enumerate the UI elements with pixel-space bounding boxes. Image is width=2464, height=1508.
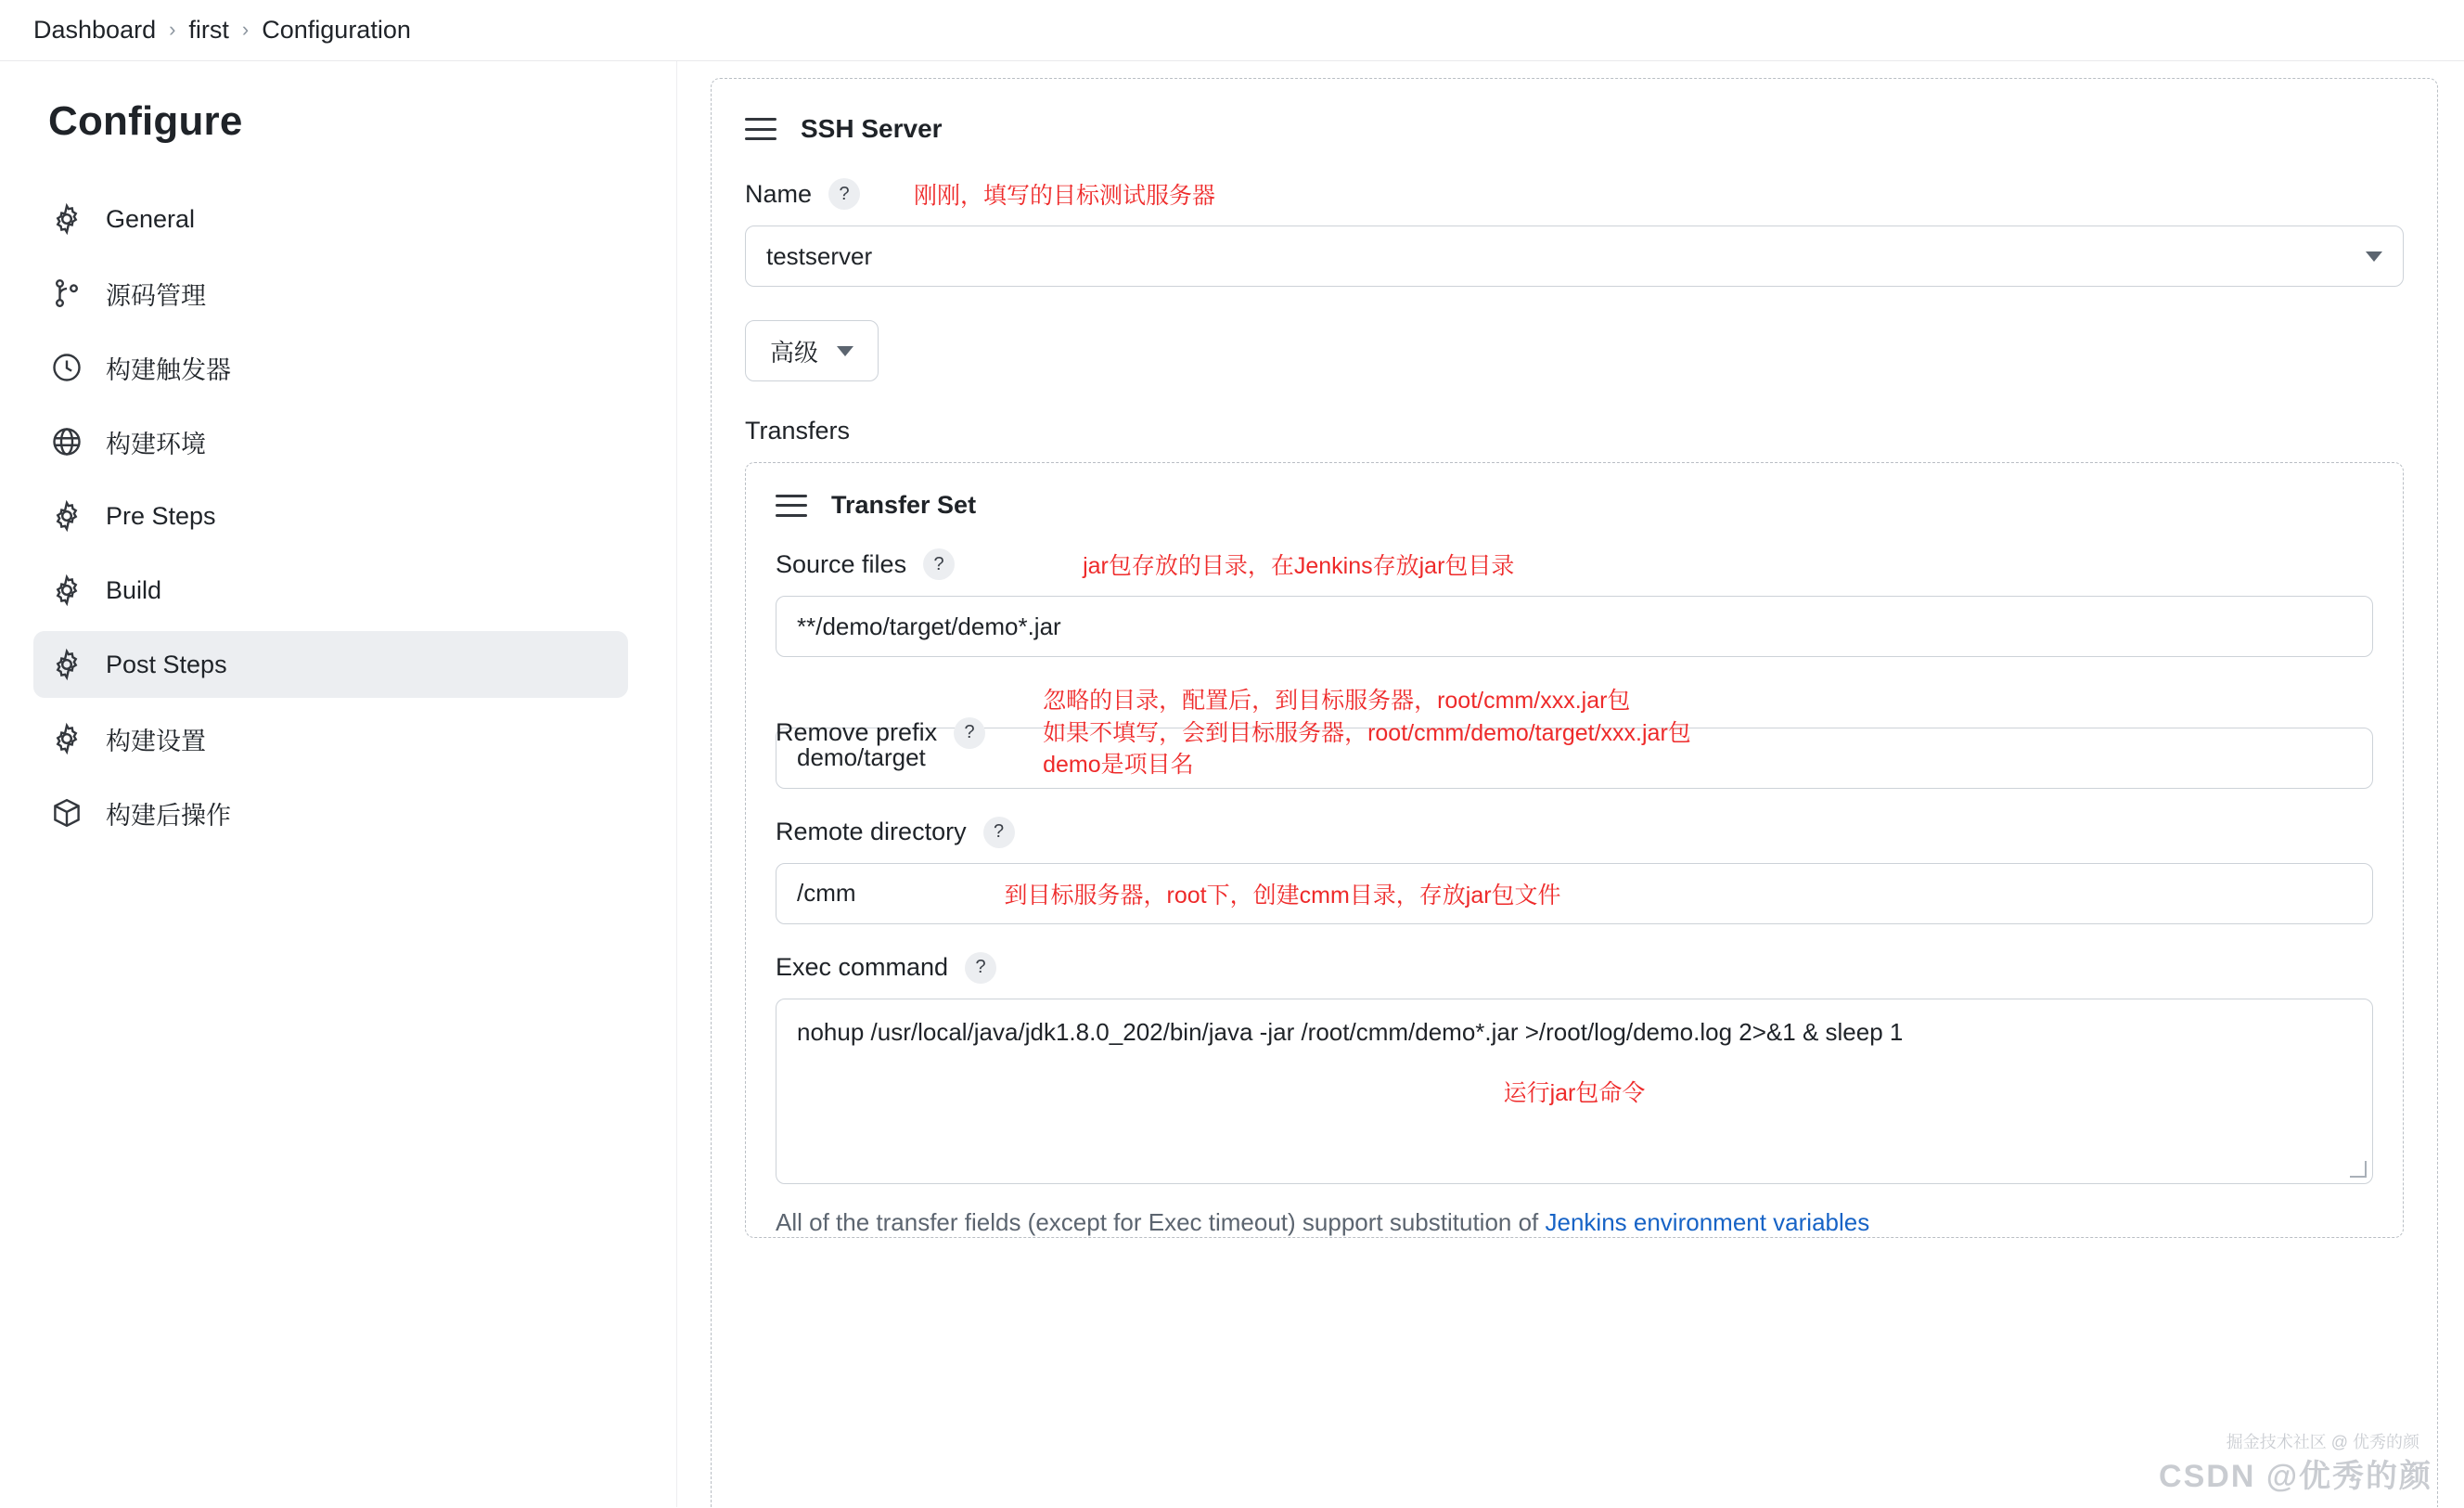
- advanced-label: 高级: [770, 338, 819, 367]
- sidebar-item-label: 构建环境: [106, 430, 206, 458]
- sidebar-item-label: 构建后操作: [106, 801, 231, 830]
- sidebar-item-build-triggers[interactable]: [33, 334, 628, 401]
- name-label: Name: [745, 179, 813, 208]
- resize-handle-icon[interactable]: [2350, 1161, 2367, 1178]
- breadcrumb-separator-icon: ›: [169, 17, 176, 41]
- gear-icon: [50, 648, 83, 681]
- annotation-name: 刚刚，填写的目标测试服务器: [914, 183, 1216, 209]
- gear-icon: [50, 574, 83, 607]
- remote-directory-label-row: [776, 817, 2373, 848]
- annotation-remove-prefix-1: 忽略的目录，配置后，到目标服务器，root/cmm/xxx.jar包: [1043, 688, 1631, 714]
- annotation-exec-command: 运行jar包命令: [1503, 1079, 1646, 1106]
- sidebar-item-label: 构建设置: [106, 727, 206, 755]
- drag-handle-icon[interactable]: [745, 118, 776, 140]
- help-icon[interactable]: ?: [983, 817, 1015, 848]
- gear-icon: [50, 499, 83, 533]
- watermark-small: 掘金技术社区 @ 优秀的颜: [2226, 1433, 2419, 1451]
- remove-prefix-label: Remove prefix: [776, 718, 938, 747]
- globe-icon: [50, 425, 83, 458]
- sidebar-item-label: 源码管理: [106, 281, 206, 310]
- jenkins-env-vars-link[interactable]: Jenkins environment variables: [1545, 1207, 1870, 1236]
- name-label-row: [745, 177, 2404, 211]
- exec-command-value: nohup /usr/local/java/jdk1.8.0_202/bin/java -jar /root/cmm/demo*.jar >/root/log/demo.log 2>&1 & sleep 1: [797, 1017, 1904, 1046]
- breadcrumb-item-first[interactable]: first: [188, 16, 229, 44]
- breadcrumb-item-configuration[interactable]: Configuration: [262, 16, 411, 44]
- help-icon[interactable]: ?: [954, 717, 985, 749]
- chevron-down-icon: [2366, 251, 2382, 262]
- ssh-server-name-value: testserver: [766, 241, 873, 270]
- help-icon[interactable]: ?: [923, 548, 955, 580]
- sidebar-item-build-settings[interactable]: [33, 705, 628, 772]
- transfer-fields-note-text: All of the transfer fields (except for Exec timeout) support substitution of: [776, 1207, 1546, 1236]
- remote-directory-value: /cmm: [797, 879, 856, 907]
- transfer-set-panel: [745, 462, 2404, 1238]
- chevron-down-icon: [837, 346, 853, 356]
- remote-directory-input[interactable]: [776, 863, 2373, 924]
- annotation-source-files: jar包存放的目录，在Jenkins存放jar包目录: [1083, 553, 1515, 579]
- branch-icon: [50, 277, 83, 310]
- source-files-label-row: [776, 548, 2373, 581]
- ssh-server-title: SSH Server: [801, 114, 943, 143]
- remote-directory-label: Remote directory: [776, 818, 967, 845]
- remove-prefix-value: demo/target: [797, 743, 926, 771]
- transfer-fields-note: [776, 1208, 2373, 1237]
- ssh-server-name-select[interactable]: [745, 226, 2404, 287]
- sidebar-item-general[interactable]: [33, 186, 628, 252]
- advanced-button[interactable]: [745, 320, 879, 381]
- sidebar-item-pre-steps[interactable]: [33, 483, 628, 549]
- source-files-label: Source files: [776, 549, 907, 578]
- sidebar-item-build[interactable]: [33, 557, 628, 624]
- sidebar: [0, 61, 677, 1507]
- ssh-server-panel: [711, 78, 2438, 1507]
- drag-handle-icon[interactable]: [776, 495, 807, 517]
- exec-command-textarea[interactable]: [776, 999, 2373, 1184]
- watermark: CSDN @优秀的颜: [2159, 1459, 2432, 1494]
- sidebar-item-label: Post Steps: [106, 650, 227, 678]
- sidebar-item-build-environment[interactable]: [33, 408, 628, 475]
- sidebar-item-label: 构建触发器: [106, 355, 231, 384]
- page-body: [0, 61, 2464, 1507]
- box-icon: [50, 796, 83, 830]
- gear-icon: [50, 722, 83, 755]
- exec-command-label-row: [776, 952, 2373, 984]
- breadcrumb-separator-icon: ›: [241, 17, 250, 41]
- transfer-set-title: Transfer Set: [831, 491, 977, 519]
- clock-icon: [50, 351, 83, 384]
- exec-command-label: Exec command: [776, 953, 949, 981]
- sidebar-item-post-build-actions[interactable]: [33, 780, 628, 846]
- breadcrumb: [0, 0, 2464, 61]
- sidebar-item-post-steps[interactable]: [33, 631, 628, 698]
- page-title: Configure: [48, 98, 243, 144]
- sidebar-item-label: General: [106, 204, 196, 233]
- gear-icon: [50, 202, 83, 236]
- transfer-set-header: [776, 491, 2373, 520]
- annotation-remote-directory: 到目标服务器，root下，创建cmm目录，存放jar包文件: [1004, 882, 1561, 909]
- ssh-server-header: [745, 114, 2404, 144]
- source-files-input[interactable]: [776, 596, 2373, 657]
- main-content: [677, 61, 2464, 1507]
- sidebar-item-label: Build: [106, 575, 162, 604]
- annotation-remove-prefix-3: demo是项目名: [1043, 752, 1194, 778]
- help-icon[interactable]: ?: [828, 178, 860, 210]
- sidebar-item-source-management[interactable]: [33, 260, 628, 327]
- transfers-label: Transfers: [745, 417, 851, 445]
- sidebar-item-label: Pre Steps: [106, 501, 216, 530]
- breadcrumb-item-dashboard[interactable]: Dashboard: [33, 16, 157, 44]
- source-files-value: **/demo/target/demo*.jar: [797, 612, 1061, 640]
- help-icon[interactable]: ?: [965, 952, 996, 984]
- annotation-remove-prefix-2: 如果不填写，会到目标服务器，root/cmm/demo/target/xxx.jar包: [1043, 719, 1691, 746]
